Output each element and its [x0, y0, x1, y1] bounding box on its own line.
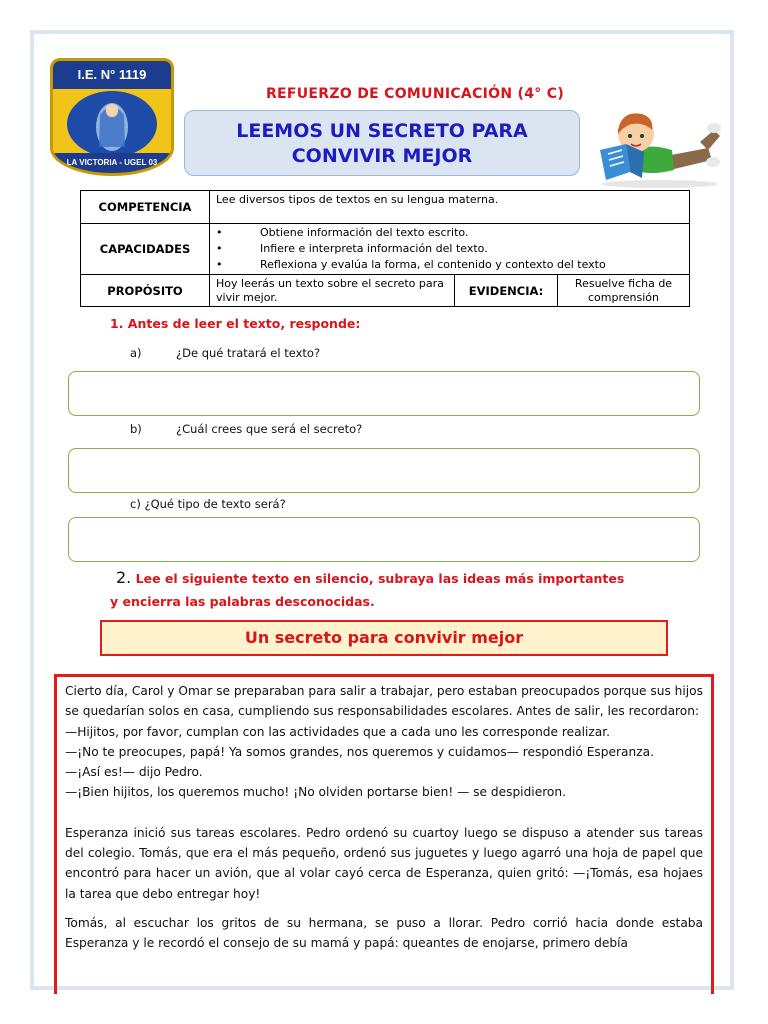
proposito-label: PROPÓSITO [81, 275, 210, 307]
section2-line1: Lee el siguiente texto en silencio, subraya las ideas más importantes [135, 571, 625, 586]
question-a-text: ¿De qué tratará el texto? [176, 346, 321, 360]
question-a [130, 346, 320, 360]
table-row [81, 224, 690, 275]
question-c: c) ¿Qué tipo de texto será? [130, 497, 286, 511]
school-logo [50, 58, 174, 176]
story-title: Un secreto para convivir mejor [100, 620, 668, 656]
competencia-text: Lee diversos tipos de textos en su lengua materna. [210, 191, 690, 224]
bullet: • [216, 258, 223, 271]
story-paragraph: Cierto día, Carol y Omar se preparaban para salir a trabajar, pero estaban preocupados porque sus hijos se quedarían solos en casa, cumpliendo sus responsabilidades escolares. Antes de salir, les recordaron: [65, 684, 703, 719]
competencia-label: COMPETENCIA [81, 191, 210, 224]
table-row [81, 275, 690, 307]
capacidad-text: Infiere e interpreta información del texto. [260, 242, 488, 255]
info-table [80, 190, 690, 307]
list-item [216, 257, 683, 273]
question-b-letter: b) [130, 422, 142, 436]
evidencia-label: EVIDENCIA: [455, 275, 558, 307]
title-line-2: CONVIVIR MEJOR [291, 145, 473, 167]
story-paragraph: Esperanza inició sus tareas escolares. Pedro ordenó su cuartoy luego se dispuso a atender sus tareas del colegio. Tomás, que era el más pequeño, ordenó sus juguetes y luego agarró una hoja de papel que encontró para hacer un avión, que al volar cayó cerca de Esperanza, quien gritó: —¡Tomás, esa hojaes la tarea que debo entregar hoy! [65, 825, 703, 901]
bullet: • [216, 242, 223, 255]
proposito-text: Hoy leerás un texto sobre el secreto para vivir mejor. [210, 275, 455, 307]
section2-heading [110, 566, 670, 613]
story-dialogue: —¡Bien hijitos, los queremos mucho! ¡No olviden portarse bien! — se despidieron. [65, 785, 566, 800]
header-subtitle: REFUERZO DE COMUNICACIÓN (4° C) [265, 86, 565, 102]
bullet: • [216, 226, 223, 239]
logo-location: LA VICTORIA - UGEL 03 [53, 153, 171, 173]
section2-number: 2. [116, 568, 132, 587]
logo-school-number: I.E. N° 1119 [53, 61, 171, 89]
answer-box-a[interactable] [68, 371, 700, 416]
virgin-icon [67, 91, 157, 157]
logo-virgin-image [67, 91, 157, 157]
story-paragraph: Tomás, al escuchar los gritos de su hermana, se puso a llorar. Pedro corrió hacia donde estaba Esperanza y le recordó el consejo de su mamá y papá: queantes de enojarse, primero debía [65, 915, 703, 951]
answer-box-b[interactable] [68, 448, 700, 493]
question-b [130, 422, 362, 436]
evidencia-text: Resuelve ficha de comprensión [558, 275, 690, 307]
capacidad-text: Reflexiona y evalúa la forma, el contenido y contexto del texto [260, 258, 606, 271]
title-line-1: LEEMOS UN SECRETO PARA [236, 120, 528, 142]
section2-line2: y encierra las palabras desconocidas. [110, 594, 375, 609]
section1-heading: 1. Antes de leer el texto, responde: [110, 316, 361, 331]
capacidades-label: CAPACIDADES [81, 224, 210, 275]
table-row [81, 191, 690, 224]
answer-box-c[interactable] [68, 517, 700, 562]
story-dialogue: —Hijitos, por favor, cumplan con las actividades que a cada uno les corresponde realizar. [65, 724, 611, 739]
question-b-text: ¿Cuál crees que será el secreto? [176, 422, 363, 436]
page-title [184, 110, 580, 176]
capacidad-text: Obtiene información del texto escrito. [260, 226, 469, 239]
question-a-letter: a) [130, 346, 142, 360]
kid-reading-illustration [596, 104, 724, 188]
story-dialogue: —¡No te preocupes, papá! Ya somos grandes, nos queremos y cuidamos— respondió Esperanza. [65, 744, 654, 759]
capacidades-list [210, 224, 690, 275]
list-item [216, 241, 683, 257]
story-dialogue: —¡Así es!— dijo Pedro. [65, 765, 203, 780]
list-item [216, 225, 683, 241]
story-text [54, 674, 714, 994]
